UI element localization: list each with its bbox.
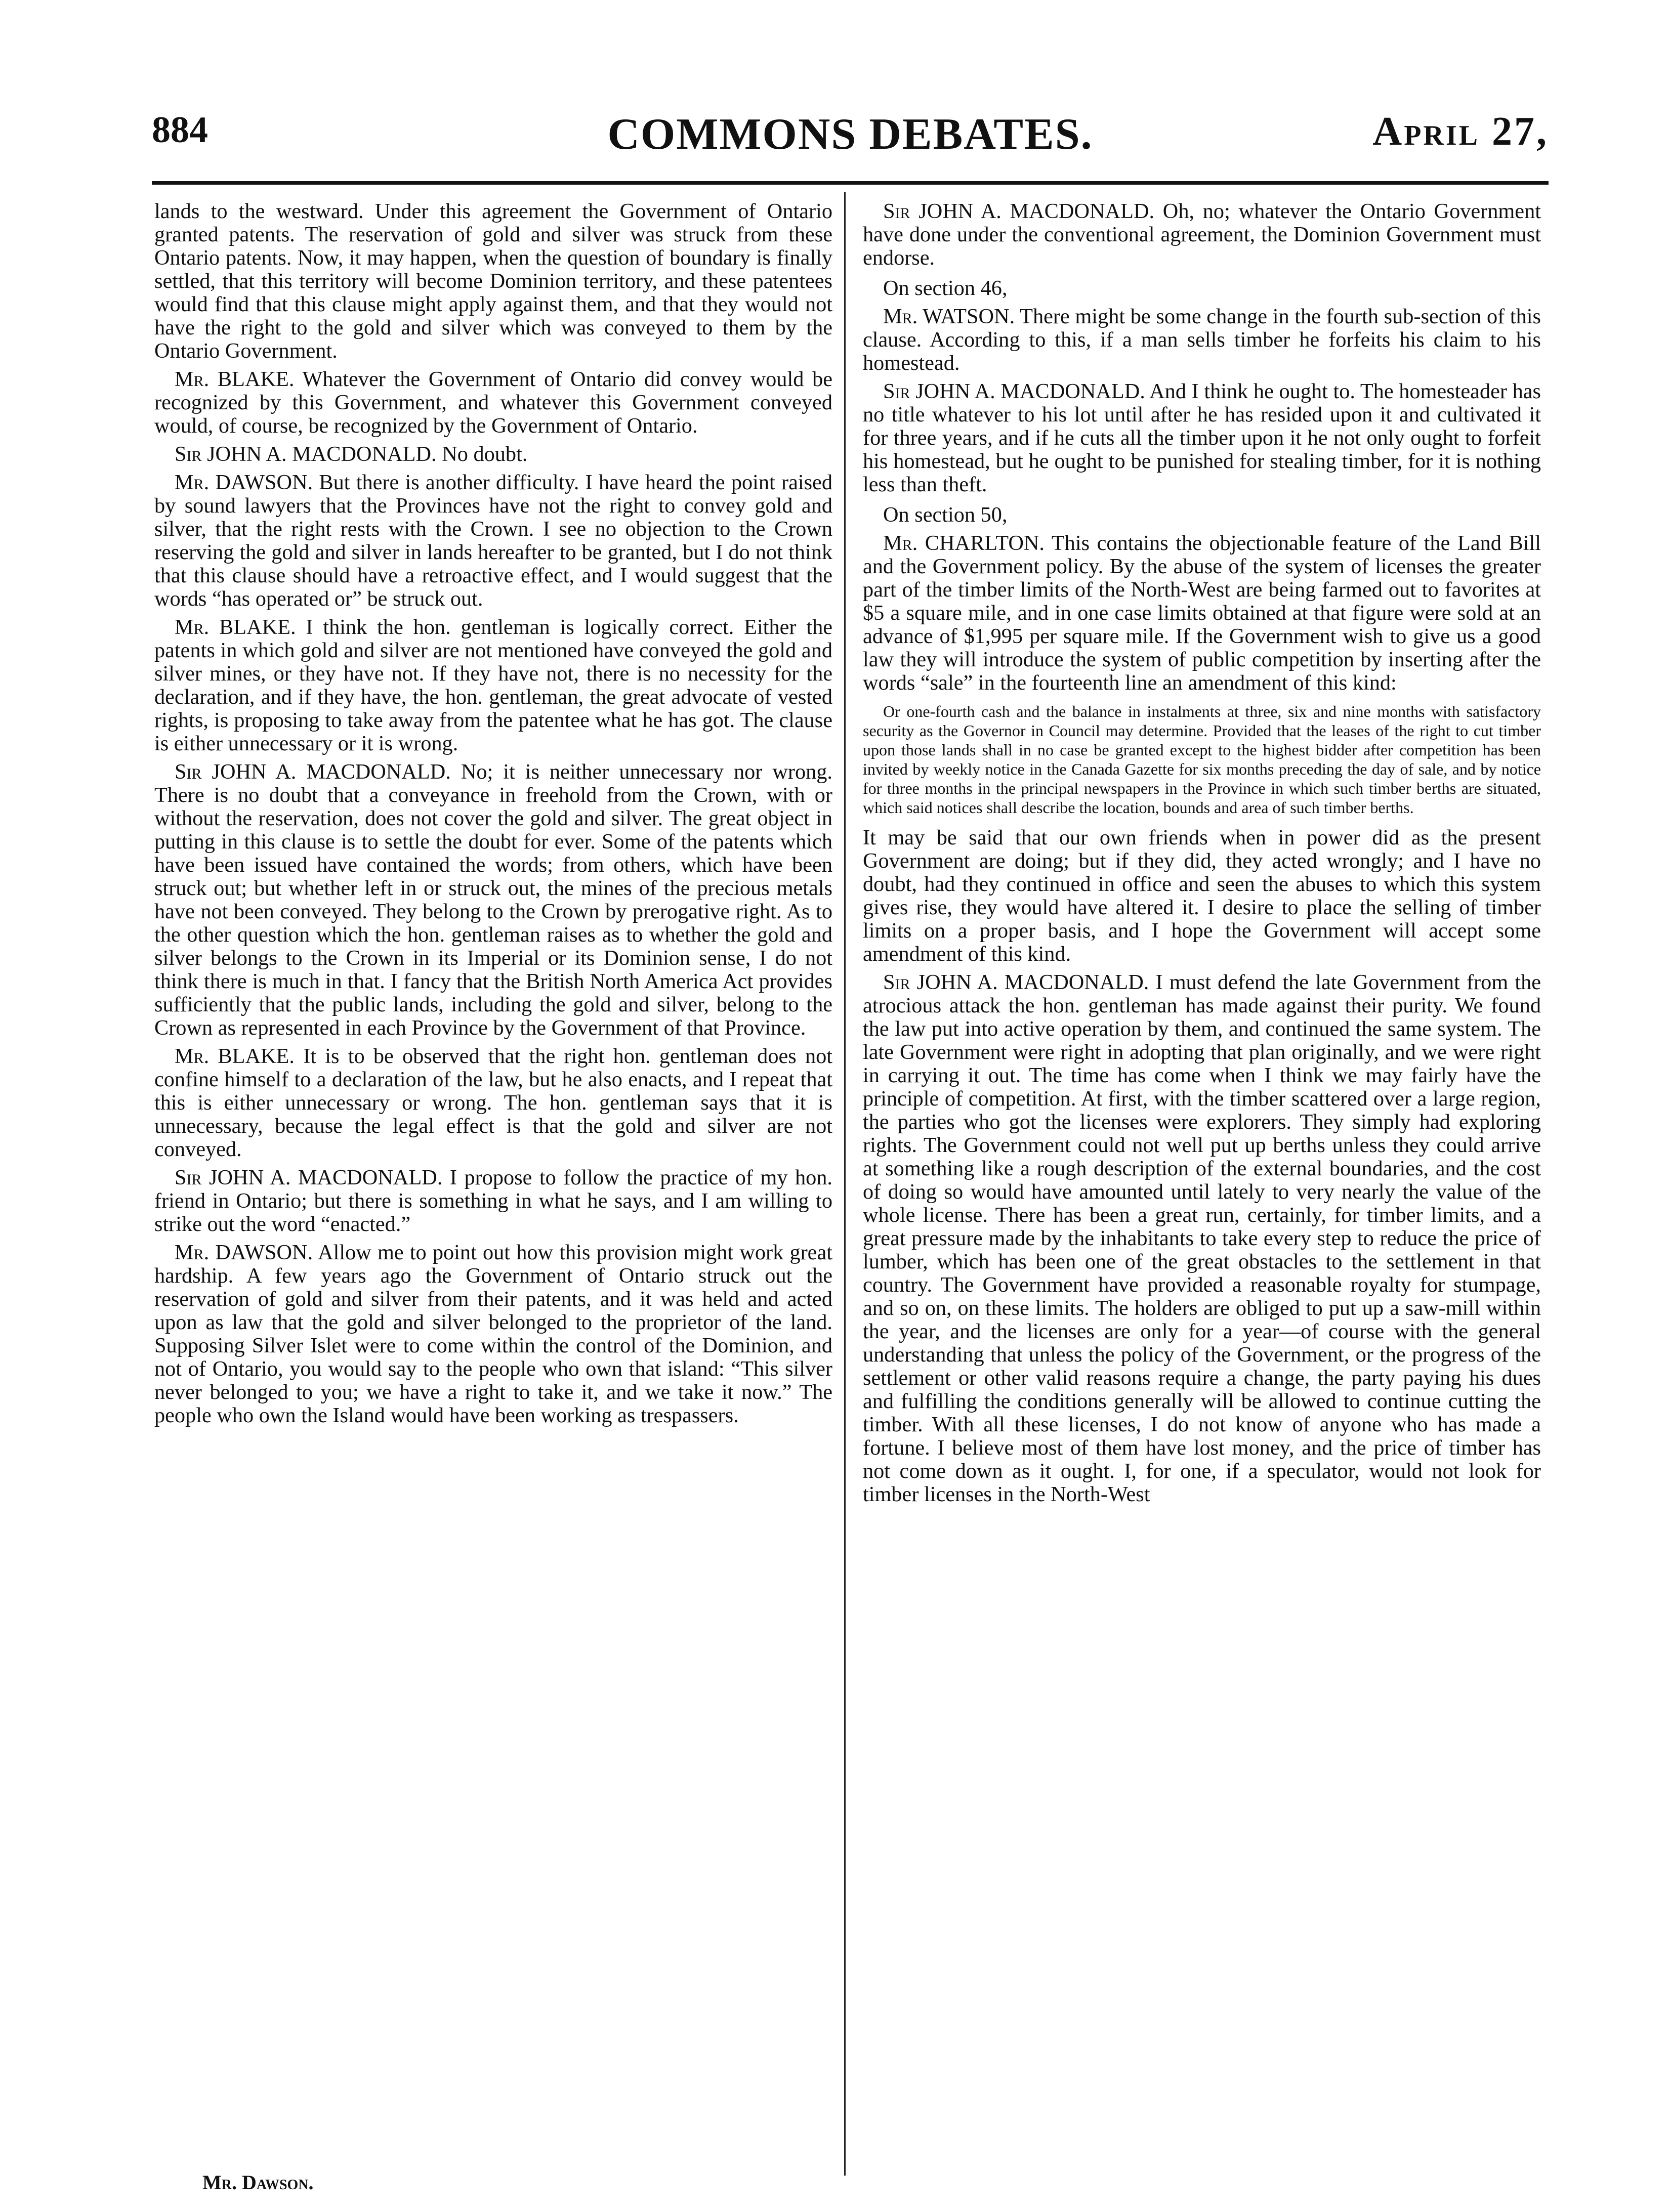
footer-signature: Mr. Dawson. bbox=[202, 2171, 314, 2194]
speech-paragraph: Sir JOHN A. MACDONALD. No; it is neither unnecessary nor wrong. There is no doubt that a conveyance in freehold from the Crown, with or without the reservation, does not cover the gold and silver. The great object in putting in this clause is to settle the doubt for ever. Some of the patents which have been issued have contained the words; from others, which have been struck out; but whether left in or struck out, the mines of the precious metals have not been conveyed. They belong to the Crown by prerogative right. As to the other question which the hon. gentleman raises as to whether the gold and silver belongs to the Crown in its Imperial or its Dominion sense, I do not think there is much in that. I fancy that the British North America Act provides sufficiently that the public lands, including the gold and silver, belong to the Crown as represented in each Province by the Government of that Province. bbox=[154, 760, 832, 1040]
speaker-name: Sir JOHN A. MACDONALD. bbox=[175, 442, 437, 466]
paragraph: It may be said that our own friends when in power did as the present Government are doing; but if they did, they acted wrongly; and I have no doubt, had they continued in office and seen the abuses to which this system gives rise, they would have altered it. I desire to place the selling of timber limits on a proper basis, and I hope the Government will accept some amendment of this kind. bbox=[863, 826, 1541, 966]
section-heading: On section 46, bbox=[883, 276, 1008, 300]
speech-paragraph: Mr. DAWSON. But there is another difficulty. I have heard the point raised by sound lawyers that the Provinces have not the right to convey gold and silver, that the right rests with the Crown. I see no objection to the Crown reserving the gold and silver in lands hereafter to be granted, but I do not think that this clause should have a retroactive effect, and I would suggest that the words “has operated or” be struck out. bbox=[154, 471, 833, 611]
speech-paragraph: Mr. CHARLTON. This contains the objectionable feature of the Land Bill and the Government policy. By the abuse of the system of licenses the greater part of the timber limits of the North-West are being farmed out to favorites at $5 a square mile, and in one case limits obtained at that figure were sold at an advance of $1,995 per square mile. If the Government wish to give us a good law they will introduce the system of public competition by inserting after the words “sale” in the fourteenth line an amendment of this kind: bbox=[863, 531, 1541, 695]
speaker-name: Sir JOHN A. MACDONALD. bbox=[883, 970, 1149, 994]
speaker-name: Mr. BLAKE. bbox=[175, 367, 295, 391]
speech-paragraph: Mr. BLAKE. I think the hon. gentleman is logically correct. Either the patents in which gold and silver are not mentioned have conveyed the gold and silver mines, or they have not. If they have not, there is no necessity for the declaration, and if they have, the hon. gentleman, the great advocate of vested rights, is proposing to take away from the patentee what he has got. The clause is either unnecessary or it is wrong. bbox=[154, 615, 832, 755]
publication-title: COMMONS DEBATES. bbox=[607, 110, 1093, 159]
speaker-name: Sir JOHN A. MACDONALD. bbox=[883, 199, 1155, 223]
page-header bbox=[152, 109, 1549, 164]
amendment-quote: Or one-fourth cash and the balance in instalments at three, six and nine months with satisfactory security as the Governor in Council may determine. Provided that the leases of the right to cut timber upon those lands shall in no case be granted except to the highest bidder after competition has been invited by weekly notice in the Canada Gazette for six months preceding the day of sale, and by notice for three months in the principal newspapers in the Province in which such timber berths are situated, which said notices shall describe the location, bounds and area of such timber berths. bbox=[863, 702, 1541, 817]
paragraph: lands to the westward. Under this agreement the Government of Ontario granted patents. The reservation of gold and silver was struck from these Ontario patents. Now, it may happen, when the question of boundary is finally settled, that this territory will become Dominion territory, and these patentees would find that this clause might apply against them, and that they would not have the right to the gold and silver which was conveyed to them by the Ontario Government. bbox=[154, 199, 832, 363]
speaker-name: Mr. BLAKE. bbox=[175, 1044, 295, 1068]
speaker-name: Sir JOHN A. MACDONALD. bbox=[175, 1166, 443, 1189]
speech-paragraph: Mr. WATSON. There might be some change in the fourth sub-section of this clause. According to this, if a man sells timber he forfeits his claim to his homestead. bbox=[863, 305, 1541, 375]
page-number: 884 bbox=[152, 109, 208, 151]
speech-paragraph: Sir JOHN A. MACDONALD. I must defend the late Government from the atrocious attack the hon. gentleman has made against their purity. We found the law put into active operation by them, and continued the same system. The late Government were right in adopting that plan originally, and we were right in carrying it out. The time has come when I think we may fairly have the principle of competition. At first, with the timber scattered over a large region, the parties who got the licenses were explorers. They simply had exploring rights. The Government could not well put up berths unless they could arrive at something like a rough description of the external boundaries, and the cost of doing so would have amounted until lately to very nearly the value of the whole license. There has been a great run, certainly, for timber limits, and a great pressure made by the inhabitants to take every step to reduce the price of lumber, which has been one of the great obstacles to the settlement in that country. The Government have provided a reasonable royalty for stumpage, and so on, on these limits. The holders are obliged to put up a saw-mill within the year, and the licenses are only for a year—of course with the general understanding that unless the policy of the Government, or the progress of the settlement or other valid reasons require a change, the party paying his dues and fulfilling the conditions generally will be allowed to continue cutting the timber. With all these licenses, I do not know of anyone who has made a fortune. I believe most of them have lost money, and the price of timber has not come down as it ought. I, for one, if a speculator, would not look for timber licenses in the North-West bbox=[863, 970, 1541, 1506]
speaker-name: Mr. WATSON. bbox=[883, 305, 1015, 328]
speaker-name: Mr. DAWSON. bbox=[175, 471, 313, 494]
speech-paragraph: Mr. BLAKE. Whatever the Government of Ontario did convey would be recognized by this Government, and whatever this Government conveyed would, of course, be recognized by the Government of Ontario. bbox=[154, 367, 832, 438]
speaker-name: Mr. DAWSON. bbox=[175, 1241, 313, 1264]
speech-paragraph: Sir JOHN A. MACDONALD. No doubt. bbox=[175, 442, 528, 466]
header-rule bbox=[152, 181, 1549, 185]
speech-paragraph: Mr. DAWSON. Allow me to point out how this provision might work great hardship. A few years ago the Government of Ontario struck out the reservation of gold and silver from their patents, and it was held and acted upon as law that the gold and silver belonged to the proprietor of the land. Supposing Silver Islet were to come within the control of the Dominion, and not of Ontario, you would say to the people who own that island: “This silver never belonged to you; we have a right to take it, and we take it now.” The people who own the Island would have been working as trespassers. bbox=[154, 1241, 832, 1427]
speech-paragraph: Sir JOHN A. MACDONALD. And I think he ought to. The homesteader has no title whatever to his lot until after he has resided upon it and cultivated it for three years, and if he cuts all the timber upon it he not only ought to forfeit his homestead, but he ought to be punished for stealing timber, for it is nothing less than theft. bbox=[863, 379, 1541, 496]
section-heading: On section 50, bbox=[883, 503, 1008, 527]
right-column bbox=[863, 200, 1541, 1511]
speech-paragraph: Mr. BLAKE. It is to be observed that the right hon. gentleman does not confine himself to a declaration of the law, but he also enacts, and I repeat that this is either unnecessary or wrong. The hon. gentleman says that it is unnecessary, because the legal effect is that the gold and silver are not conveyed. bbox=[154, 1044, 832, 1161]
speaker-name: Sir JOHN A. MACDONALD. bbox=[883, 379, 1145, 403]
speaker-name: Sir JOHN A. MACDONALD. bbox=[175, 760, 451, 784]
speaker-name: Mr. CHARLTON. bbox=[883, 531, 1045, 555]
column-divider bbox=[844, 192, 846, 2176]
left-column bbox=[154, 200, 832, 1432]
speech-paragraph: Sir JOHN A. MACDONALD. Oh, no; whatever the Ontario Government have done under the conventional agreement, the Dominion Government must endorse. bbox=[863, 199, 1541, 270]
speech-paragraph: Sir JOHN A. MACDONALD. I propose to follow the practice of my hon. friend in Ontario; but there is something in what he says, and I am willing to strike out the word “enacted.” bbox=[154, 1166, 832, 1236]
page-date: April 27, bbox=[1372, 109, 1549, 154]
speaker-name: Mr. BLAKE. bbox=[175, 615, 296, 639]
